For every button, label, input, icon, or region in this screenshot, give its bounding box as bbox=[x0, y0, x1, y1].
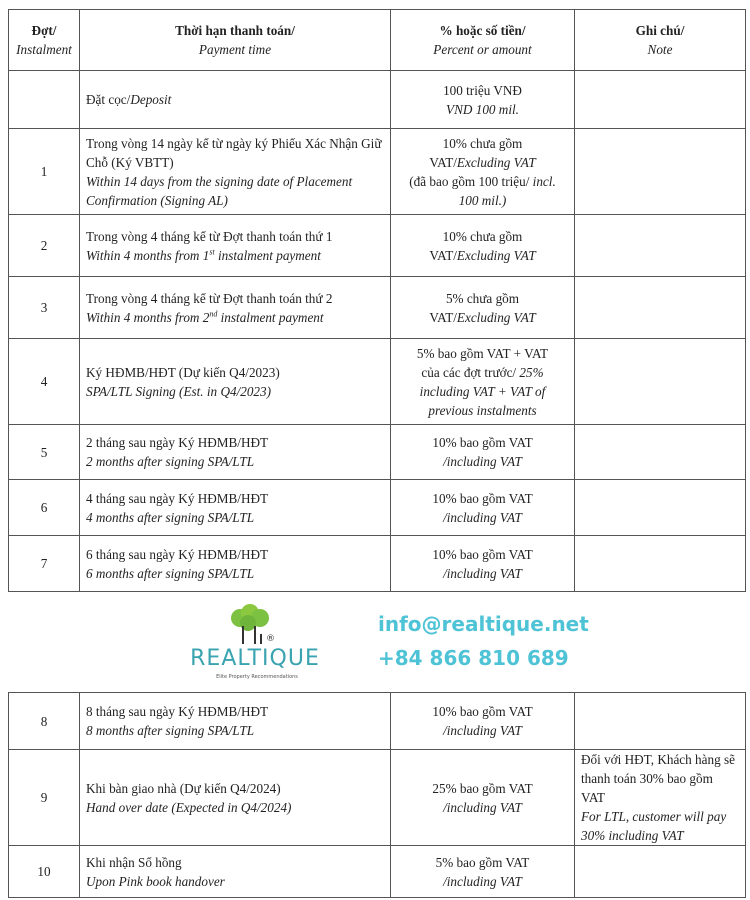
row-note bbox=[575, 71, 746, 129]
row-amount: 10% bao gồm VAT /including VAT bbox=[391, 693, 575, 750]
contact-phone[interactable]: +84 866 810 689 bbox=[378, 646, 569, 670]
table-row bbox=[9, 215, 746, 277]
row-number: 3 bbox=[9, 277, 80, 339]
row-amount: 10% bao gồm VAT /including VAT bbox=[391, 480, 575, 536]
row-term: Khi bàn giao nhà (Dự kiến Q4/2024) Hand over date (Expected in Q4/2024) bbox=[80, 750, 391, 846]
registered-mark: ® bbox=[266, 634, 275, 644]
row-term: 2 tháng sau ngày Ký HĐMB/HĐT 2 months after signing SPA/LTL bbox=[80, 425, 391, 480]
row-number: 9 bbox=[9, 750, 80, 846]
row-number: 4 bbox=[9, 339, 80, 425]
row-amount: 10% bao gồm VAT /including VAT bbox=[391, 425, 575, 480]
table-row bbox=[9, 71, 746, 129]
row-number: 5 bbox=[9, 425, 80, 480]
logo-wordmark: REALTIQUE bbox=[190, 646, 320, 671]
row-term: Đặt cọc/Deposit bbox=[80, 71, 391, 129]
payment-schedule-table-continued bbox=[8, 692, 746, 898]
table-row bbox=[9, 693, 746, 750]
row-amount: 100 triệu VNĐ VND 100 mil. bbox=[391, 71, 575, 129]
header-percent-amount: % hoặc số tiền/ Percent or amount bbox=[391, 10, 575, 71]
row-number bbox=[9, 71, 80, 129]
row-note bbox=[575, 129, 746, 215]
row-note bbox=[575, 536, 746, 592]
row-term: 8 tháng sau ngày Ký HĐMB/HĐT 8 months after signing SPA/LTL bbox=[80, 693, 391, 750]
row-number: 7 bbox=[9, 536, 80, 592]
table-row bbox=[9, 277, 746, 339]
row-term: Khi nhận Sổ hồng Upon Pink book handover bbox=[80, 846, 391, 898]
row-term: 4 tháng sau ngày Ký HĐMB/HĐT 4 months after signing SPA/LTL bbox=[80, 480, 391, 536]
row-note bbox=[575, 846, 746, 898]
table-row bbox=[9, 480, 746, 536]
tree-house-icon bbox=[190, 604, 320, 648]
table-row bbox=[9, 425, 746, 480]
row-term: Trong vòng 14 ngày kể từ ngày ký Phiếu Xác Nhận Giữ Chỗ (Ký VBTT) Within 14 days from the signing date of Placement Confirmation (Signing AL) bbox=[80, 129, 391, 215]
row-note bbox=[575, 425, 746, 480]
row-amount: 5% chưa gồm VAT/Excluding VAT bbox=[391, 277, 575, 339]
row-note bbox=[575, 480, 746, 536]
row-note bbox=[575, 339, 746, 425]
row-amount: 5% bao gồm VAT /including VAT bbox=[391, 846, 575, 898]
row-number: 6 bbox=[9, 480, 80, 536]
row-number: 1 bbox=[9, 129, 80, 215]
header-note: Ghi chú/ Note bbox=[575, 10, 746, 71]
contact-email[interactable]: info@realtique.net bbox=[378, 612, 589, 636]
table-row bbox=[9, 846, 746, 898]
row-amount: 10% chưa gồm VAT/Excluding VAT (đã bao gồm 100 triệu/ incl. 100 mil.) bbox=[391, 129, 575, 215]
header-payment-time: Thời hạn thanh toán/ Payment time bbox=[80, 10, 391, 71]
row-note bbox=[575, 277, 746, 339]
table-row bbox=[9, 129, 746, 215]
logo-tagline: Elite Property Recommendations bbox=[216, 674, 298, 680]
row-note bbox=[575, 693, 746, 750]
row-number: 8 bbox=[9, 693, 80, 750]
row-amount: 10% bao gồm VAT /including VAT bbox=[391, 536, 575, 592]
row-amount: 25% bao gồm VAT /including VAT bbox=[391, 750, 575, 846]
row-number: 2 bbox=[9, 215, 80, 277]
realtique-logo bbox=[190, 604, 320, 684]
row-term: 6 tháng sau ngày Ký HĐMB/HĐT 6 months after signing SPA/LTL bbox=[80, 536, 391, 592]
payment-schedule-table bbox=[8, 9, 746, 592]
row-amount: 5% bao gồm VAT + VAT của các đợt trước/ 25% including VAT + VAT of previous instalments bbox=[391, 339, 575, 425]
row-term: Trong vòng 4 tháng kể từ Đợt thanh toán thứ 2 Within 4 months from 2nd instalment payment bbox=[80, 277, 391, 339]
row-term: Ký HĐMB/HĐT (Dự kiến Q4/2023) SPA/LTL Signing (Est. in Q4/2023) bbox=[80, 339, 391, 425]
row-note: Đối với HĐT, Khách hàng sẽ thanh toán 30% bao gồm VAT For LTL, customer will pay 30% including VAT bbox=[575, 750, 746, 846]
row-number: 10 bbox=[9, 846, 80, 898]
table-row bbox=[9, 750, 746, 846]
table-header-row bbox=[9, 10, 746, 71]
row-term: Trong vòng 4 tháng kể từ Đợt thanh toán thứ 1 Within 4 months from 1st instalment payment bbox=[80, 215, 391, 277]
table-row bbox=[9, 536, 746, 592]
company-banner bbox=[0, 598, 750, 690]
row-amount: 10% chưa gồm VAT/Excluding VAT bbox=[391, 215, 575, 277]
header-instalment: Đợt/ Instalment bbox=[9, 10, 80, 71]
row-note bbox=[575, 215, 746, 277]
table-row bbox=[9, 339, 746, 425]
